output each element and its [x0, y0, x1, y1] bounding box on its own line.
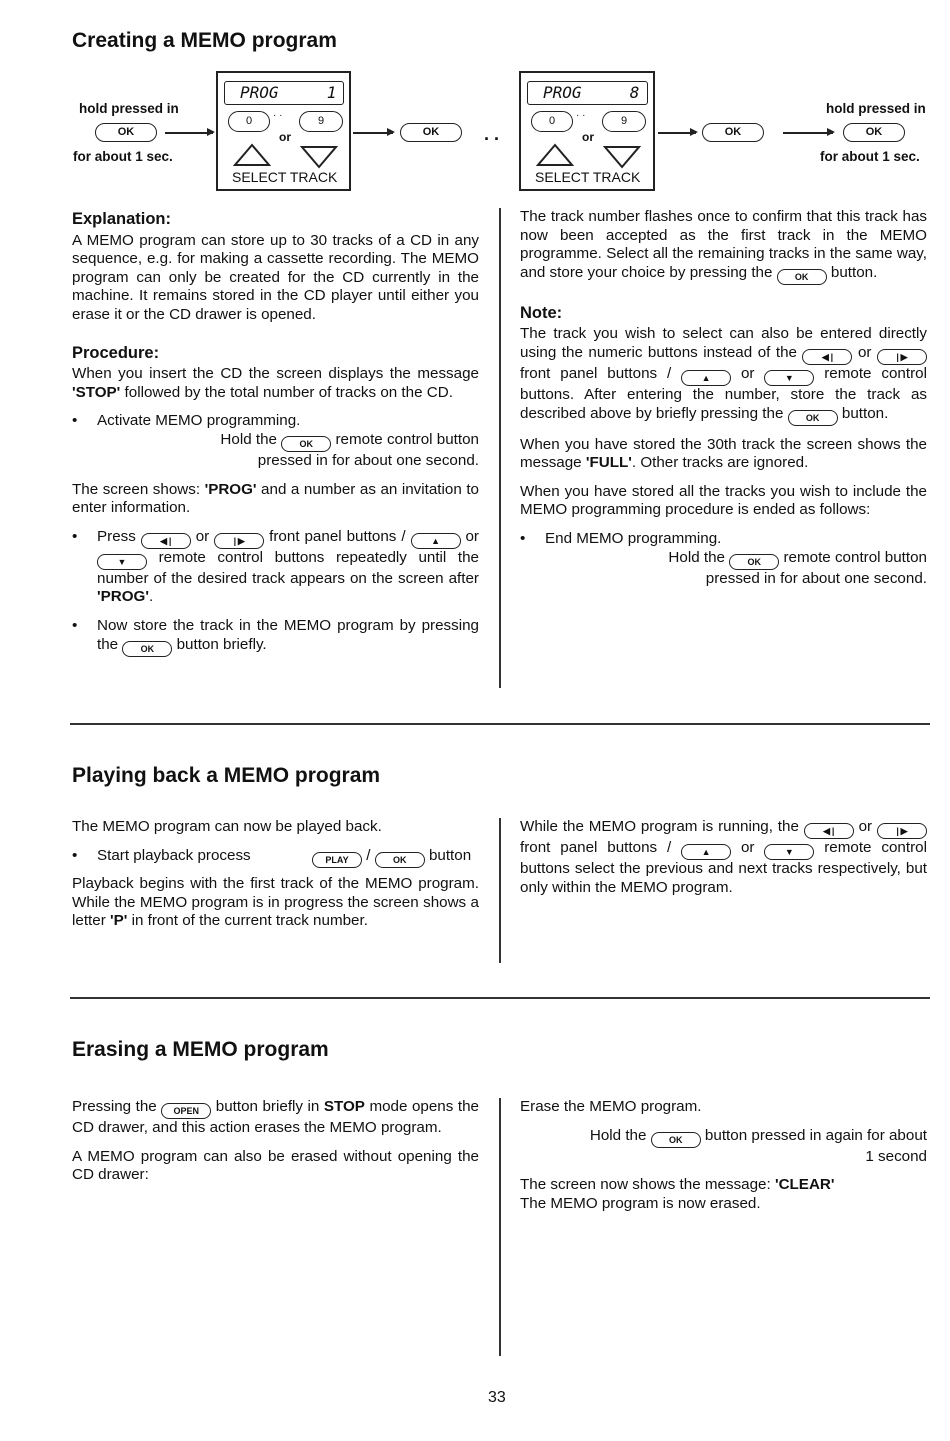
erased-confirmation-text: The MEMO program is now erased.	[520, 1194, 761, 1212]
down-triangle-icon	[300, 143, 338, 169]
bullet-store-track: • Now store the track in the MEMO program by pressing the OK button briefly.	[72, 617, 479, 657]
dots-separator: · ·	[576, 110, 586, 121]
end-hold-duration: pressed in for about one second.	[705, 569, 927, 587]
remote-panel-1	[216, 71, 351, 191]
end-hold-instruction: Hold the OK remote control button	[520, 549, 927, 570]
key-0-button-icon: 0	[531, 111, 573, 132]
ok-button-icon: OK	[702, 123, 764, 142]
arrow-icon	[353, 132, 393, 134]
bullet-start-playback: • Start playback process PLAY / OK button	[72, 847, 479, 866]
procedure-heading: Procedure:	[72, 343, 160, 362]
creating-left-column	[72, 210, 479, 667]
ok-button-icon: OK	[651, 1132, 701, 1148]
explanation-heading: Explanation:	[72, 210, 172, 228]
key-9-button-icon: 9	[299, 111, 343, 132]
up-arrow-button-icon: ▲	[411, 533, 461, 549]
section-title-creating: Creating a MEMO program	[72, 29, 337, 52]
ok-button-icon: OK	[122, 641, 172, 657]
skip-forward-button-icon: | ▶	[877, 823, 927, 839]
dots-separator: · ·	[273, 110, 283, 121]
column-divider	[499, 818, 501, 963]
select-track-label: SELECT TRACK	[232, 169, 338, 185]
arrow-icon	[165, 132, 213, 134]
bullet-press-track: • Press ◀ | or | ▶ front panel buttons / ▲ or ▼ remote control buttons repeatedly until the number of the desired track appears on the screen after 'PROG'.	[72, 528, 479, 607]
for-about-label-right: for about 1 sec.	[820, 149, 920, 164]
skip-back-button-icon: ◀ |	[804, 823, 854, 839]
skip-back-button-icon: ◀ |	[802, 349, 852, 365]
note-text: The track you wish to select can also be entered directly using the numeric buttons instead of the ◀ | or | ▶ front panel buttons / ▲ or ▼ remote control buttons. After entering the number, store the track as described above by briefly pressing the OK button.	[520, 325, 927, 425]
up-arrow-button-icon: ▲	[681, 370, 731, 386]
skip-forward-button-icon: | ▶	[214, 533, 264, 549]
procedure-text: When you insert the CD the screen displays the message 'STOP' followed by the total number of tracks on the CD.	[72, 365, 479, 401]
up-arrow-button-icon: ▲	[681, 844, 731, 860]
ok-button-icon: OK	[400, 123, 462, 142]
up-triangle-icon	[536, 143, 574, 169]
erasing-right-column	[520, 1098, 927, 1213]
note-heading: Note:	[520, 303, 563, 322]
screen-shows-prog: The screen shows: 'PROG' and a number as an invitation to enter information.	[72, 480, 479, 517]
erase-hold-duration: 1 second	[865, 1147, 927, 1165]
memo-running-text: While the MEMO program is running, the ◀ | or | ▶ front panel buttons / ▲ or ▼ remote control buttons select the previous and next tracks respectively, but only within the MEMO program.	[520, 818, 927, 896]
ok-button-icon: OK	[788, 410, 838, 426]
erasing-left-column	[72, 1098, 479, 1195]
column-divider	[499, 208, 501, 688]
bullet-end-memo: • End MEMO programming.	[520, 530, 927, 549]
hold-pressed-label-left: hold pressed in	[79, 101, 179, 116]
hold-ok-instruction: Hold the OK remote control button	[72, 431, 479, 452]
lcd-display-2: PROG 8	[527, 81, 648, 105]
down-arrow-button-icon: ▼	[764, 370, 814, 386]
play-button-icon: PLAY	[312, 852, 362, 868]
up-triangle-icon	[233, 143, 271, 169]
skip-forward-button-icon: | ▶	[877, 349, 927, 365]
creating-right-column	[520, 208, 927, 588]
or-label: or	[582, 130, 594, 144]
all-tracks-stored-text: When you have stored all the tracks you wish to include the MEMO programming procedure is ended as follows:	[520, 482, 927, 519]
ok-button-icon: OK	[843, 123, 905, 142]
key-9-button-icon: 9	[602, 111, 646, 132]
ok-button-icon: OK	[95, 123, 157, 142]
down-arrow-button-icon: ▼	[764, 844, 814, 860]
arrow-icon	[783, 132, 833, 134]
explanation-text: A MEMO program can store up to 30 tracks of a CD in any sequence, e.g. for making a cassette recording. The MEMO program can only be created for the CD currently in the machine. It remains stored in the CD player until either you erase it or the CD drawer is opened.	[72, 231, 479, 323]
select-track-label: SELECT TRACK	[535, 169, 641, 185]
for-about-label-left: for about 1 sec.	[73, 149, 173, 164]
playback-description: Playback begins with the first track of the MEMO program. While the MEMO program is in progress the screen shows a letter 'P' in front of the current track number.	[72, 875, 479, 930]
down-arrow-button-icon: ▼	[97, 554, 147, 570]
open-drawer-text: Pressing the OPEN button briefly in STOP mode opens the CD drawer, and this action erases the MEMO program.	[72, 1098, 479, 1136]
down-triangle-icon	[603, 143, 641, 169]
playing-right-column	[520, 818, 927, 907]
arrow-icon	[658, 132, 696, 134]
full-message-text: When you have stored the 30th track the screen shows the message 'FULL'. Other tracks are ignored.	[520, 435, 927, 472]
section-title-erasing: Erasing a MEMO program	[72, 1038, 329, 1061]
column-divider	[499, 1098, 501, 1356]
open-button-icon: OPEN	[161, 1103, 211, 1119]
playing-left-column	[72, 818, 479, 941]
lcd-display-1: PROG 1	[224, 81, 344, 105]
section-divider	[70, 723, 930, 725]
skip-back-button-icon: ◀ |	[141, 533, 191, 549]
clear-message-text: The screen now shows the message: 'CLEAR'	[520, 1176, 835, 1194]
hold-duration-text: pressed in for about one second.	[257, 451, 479, 469]
erase-hold-instruction: Hold the OK button pressed in again for about	[520, 1127, 927, 1148]
playback-intro: The MEMO program can now be played back.	[72, 818, 382, 835]
section-title-playing: Playing back a MEMO program	[72, 764, 381, 787]
ok-button-icon: OK	[281, 436, 331, 452]
remote-panel-2	[519, 71, 655, 191]
ok-button-icon: OK	[729, 554, 779, 570]
track-flashes-text: The track number flashes once to confirm that this track has now been accepted as the first track in the MEMO programme. Select all the remaining tracks in the same way, and store your choice by pressing the OK button.	[520, 208, 927, 285]
ok-button-icon: OK	[777, 269, 827, 285]
hold-pressed-label-right: hold pressed in	[826, 101, 926, 116]
ok-button-icon: OK	[375, 852, 425, 868]
erase-without-opening-text: A MEMO program can also be erased without opening the CD drawer:	[72, 1147, 479, 1184]
continuation-dots: . .	[484, 124, 500, 144]
bullet-activate-memo: • Activate MEMO programming.	[72, 412, 479, 431]
key-0-button-icon: 0	[228, 111, 270, 132]
erase-instruction: Erase the MEMO program.	[520, 1098, 702, 1115]
or-label: or	[279, 130, 291, 144]
page-number: 33	[488, 1389, 506, 1406]
section-divider	[70, 997, 930, 999]
